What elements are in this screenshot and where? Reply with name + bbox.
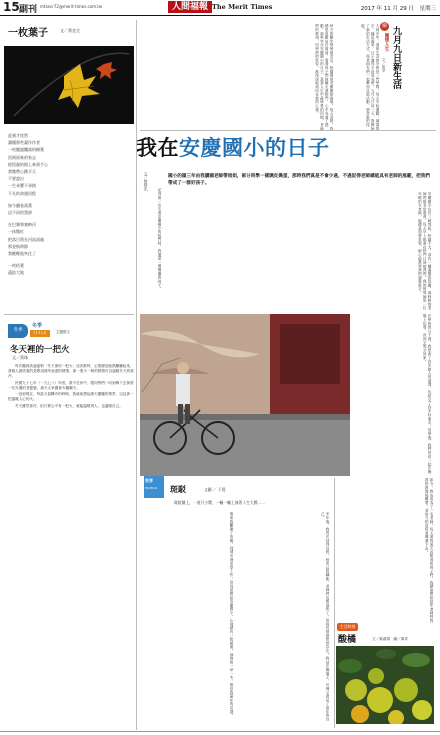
headline-part: 我在	[136, 136, 179, 160]
poem-line: 還給大地	[8, 270, 24, 276]
paragraph: 冬天雖然寒冷，但只要心中有一把火，就能溫暖別人，也溫暖自己。	[15, 403, 123, 408]
article-column: 多年後，我再次回到母校，校舍已經翻新，老師們也都退休了，但那份情感依然存在。我站在操場上，彷彿又看見了當年的自己。	[321, 512, 330, 721]
poem-title: 一枚葉子	[8, 28, 48, 39]
kanren-icon: 關	[381, 23, 387, 29]
winter-label: 冬季	[32, 323, 43, 329]
poem-line: 這不同的我卻	[8, 210, 32, 216]
poem-line: 把落日寫在河流深處	[8, 236, 44, 242]
poem-line: 一生尋寶不尋路	[8, 183, 36, 189]
article-column: 在學校的日子裡，我學會了許多做人的道理，也結交了許多好朋友。放學後，我們常常一起在操場上玩耍，直到天黑才回家。	[423, 314, 432, 474]
poem-line: 此刻才恍然	[8, 133, 28, 138]
issue-date: 2017 年 11 月 29 日 星期三	[360, 6, 436, 12]
street-photo	[140, 314, 350, 476]
winter-title: 冬天裡的一把火	[10, 345, 70, 355]
article-column: 記得第一次走進安慶國小的校門時，我還是一個懵懂的孩子。	[158, 188, 162, 291]
poem-line: 回到原來的家去	[8, 154, 36, 160]
caption-title: 斑駁	[170, 484, 186, 494]
kanren-body: 人到中年，退休生活的安排是一門學問，每天早起運動、讀書寫字、種花養草，日子過得平淡而充實。九月九日這一天，我開始了新的生活方式，與老朋友們一起參加社區活動，學習新的技能。	[361, 24, 380, 131]
poem-line: 一抹微紅	[8, 229, 24, 235]
poem-body	[8, 132, 132, 308]
kanren-title: 九月九日新生活	[391, 26, 401, 89]
poem-line: 在巴黎和塞納河	[8, 222, 36, 228]
winter-author: 文／黃珠	[12, 355, 28, 360]
world-tag-label: 世界	[145, 478, 153, 483]
section-rule	[140, 130, 436, 131]
paragraph: 民國九十七年（一九七八）年底，我不在家中，跟同學們一同到鄉下去探望一位年邁的老婆婆，那天大家圍著火爐聊天。	[8, 380, 134, 390]
poem-line: 那金秋時節	[8, 243, 28, 249]
headline	[136, 132, 436, 166]
article-lede: 國小的頭三年由我讀國老師帶姐姐，部分同學一樣調皮搗蛋，那時我們真是不會少過，不過記得老師總能具有老師的風範，把我們帶成了一群好孩子。	[168, 174, 430, 186]
headline-accent: 安慶國小的日子	[179, 136, 330, 160]
kanren-label: 關懷人生	[384, 33, 389, 51]
poem-line: 一枚枯葉	[8, 263, 24, 269]
section-rule	[4, 314, 134, 315]
poem-line: 不凡的命運回程	[8, 190, 36, 196]
section-name: 副刊	[19, 5, 38, 15]
winter-body	[8, 364, 134, 730]
article-byline: 文／曾春光	[144, 172, 149, 191]
column-rule	[334, 478, 335, 728]
paragraph: 每次聽到高凌風唱「冬天裡的一把火」這首歌時，心情總是就熱騰騰起來，我個人最欣賞的是歌詞裡所表達的熱情，那一股火一般的熱情可以溫暖冬天的寒冷。	[8, 364, 134, 378]
poem-line: 如今翻卷落葉	[8, 202, 32, 208]
article-column: 安慶國小位於三峽郊區，校園不大，卻有一種溫馨的氛圍。那時候的老師們都非常盡責，每天早上都會在校門口迎接我們。我的班導師是一位年輕的女老師，她總是面帶笑容，耐心地教導我們讀書寫字。	[418, 192, 432, 310]
poem-line: 讀懂那些畫作作者	[8, 140, 40, 146]
poem-author: 文／黃克全	[60, 28, 80, 33]
top-strip-text: 秋天的腳步悄悄地走近，校園裡的老樹開始落葉。每天清晨，我總是喜歡站在窗前，看著孩子們陸續走進校門，心中充滿了感動。那些年在安慶國小的日子，是我人生中最珍貴的回憶，老師們的教誨，同學們的笑容，都深深地烙印在我的心裡。	[315, 24, 334, 131]
orange-photo	[336, 646, 434, 724]
poem-line: 從恆濕的路上來到手心	[8, 161, 48, 167]
poem-line: 我輕輕地夾住了	[8, 251, 36, 257]
poem-line: 我微帶心跳半天	[8, 169, 36, 175]
paragraph: 一直到現在，每當天氣轉冷的時候，我就會想起那天圍爐的情景，以及那一把溫暖人心的火。	[8, 392, 134, 401]
world-tag-en: WORLD	[145, 486, 158, 490]
kanren-author: 文／郭爭	[382, 58, 386, 72]
leaf-photo	[4, 46, 134, 124]
orange-author: 文／葉淑娟 圖／萬祥	[372, 637, 408, 641]
newspaper-logo: 人間福報	[168, 1, 212, 13]
winter-badge: 冬季	[8, 324, 28, 338]
article-column: 如今，我也成為了一名老師，每天面對著天真無邪的孩子們，我總會想起當年老師們對我的教誨與關愛，並努力把這份愛傳遞下去。	[425, 478, 434, 623]
poem-line: 一枚隨風飄落的樹葉	[8, 147, 44, 153]
theme-label: 主題徵文	[56, 330, 70, 334]
newspaper-logo-en: The Merit Times	[212, 3, 273, 11]
bottom-rule	[0, 731, 440, 732]
orange-title: 酸橘	[338, 635, 357, 645]
poem-line: 不要說出	[8, 176, 24, 182]
masthead-url: mtsecr72@merit-times.com.tw	[40, 4, 103, 9]
column-rule	[136, 20, 137, 730]
page-number: 15	[3, 0, 20, 14]
masthead	[0, 0, 440, 16]
article-column: 後來我離開了故鄉，到城市裡求學工作，但每當想起安慶國小，心裡總有一股暖流。那裡的一草一木，都是我童年的見證。	[230, 512, 234, 718]
caption-text: 斑駁牆上，一道只小嬰，一輛一輛上演著人生大戲……	[174, 500, 266, 505]
theme-badge: 11-12月	[30, 330, 50, 337]
caption-author: 文圖 ／ 于堤	[204, 487, 226, 492]
orange-tag: 生活時刻	[337, 623, 358, 631]
